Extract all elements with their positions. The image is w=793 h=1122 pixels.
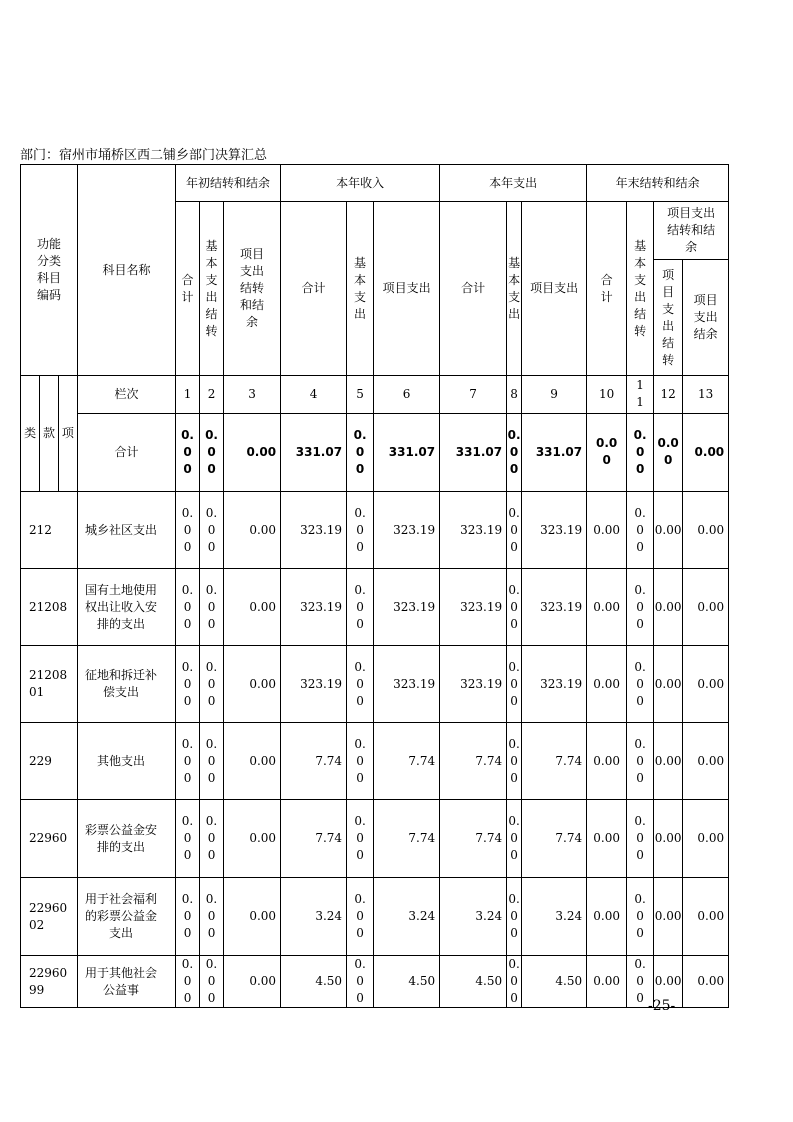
subject-name: 国有土地使用权出让收入安排的支出 [78,569,176,646]
value-text: 0.00 [205,892,218,940]
value-cell-col-3: 0.00 [224,956,281,1008]
column-number-3: 3 [224,376,281,414]
table-row [21,800,729,878]
value-cell-col-12 [654,723,683,800]
value-cell-col-9: 331.07 [522,413,587,491]
value-cell-col-3: 0.00 [224,569,281,646]
value-text: 0.00 [354,582,366,631]
column-number-11: 11 [627,376,654,414]
value-text: 0.00 [354,505,366,554]
value-cell-col-2 [200,569,224,646]
value-cell-col-2 [200,646,224,723]
value-cell-col-13: 0.00 [683,569,729,646]
table-row [21,492,729,569]
value-text: 0.00 [654,831,682,845]
table-row [21,956,729,1008]
value-cell-col-2 [200,723,224,800]
column-number-13: 13 [683,376,729,414]
value-cell-col-10 [587,878,627,956]
value-text: 0.00 [654,599,682,614]
value-cell-col-5 [347,956,374,1008]
header-basic-carry-4: 基本支出结转 [627,202,654,376]
subject-name: 用于社会福利的彩票公益金支出 [78,878,176,956]
value-cell-col-3: 0.00 [224,878,281,956]
value-text: 0.00 [654,676,682,691]
value-cell-col-13: 0.00 [683,956,729,1008]
value-text: 0.00 [508,957,520,1005]
subject-code: 2296099 [21,956,78,1008]
header-total-1: 合计 [176,202,200,376]
value-cell-col-4: 3.24 [281,878,347,956]
value-text: 0.00 [634,814,646,862]
value-cell-col-4: 331.07 [281,413,347,491]
value-cell-col-9: 3.24 [522,878,587,956]
column-number-10: 10 [587,376,627,414]
value-cell-col-4: 7.74 [281,723,347,800]
value-text: 0.00 [354,892,366,940]
header-subgroup-project-end: 项目支出结转和结余 [654,202,729,260]
value-cell-col-3: 0.00 [224,800,281,878]
value-cell-col-1 [176,723,200,800]
value-cell-col-10 [587,569,627,646]
value-text: 0.00 [657,436,679,468]
value-text: 0.00 [354,957,366,1005]
value-cell-col-4: 7.74 [281,800,347,878]
value-cell-col-9: 323.19 [522,646,587,723]
table-row [21,723,729,800]
value-text: 0.00 [595,436,618,468]
value-cell-col-8 [507,492,522,569]
header-basic-3: 基本支出 [507,202,522,376]
subject-name: 其他支出 [78,723,176,800]
value-cell-col-13: 0.00 [683,878,729,956]
value-text: 0.00 [205,814,218,862]
value-text: 0.00 [181,892,194,940]
value-text: 0.00 [354,736,366,785]
value-cell-col-7: 323.19 [440,492,507,569]
value-cell-col-8 [507,800,522,878]
header-name: 科目名称 [78,165,176,376]
value-cell-col-5 [347,646,374,723]
value-text: 0.00 [181,582,194,631]
value-text: 0.00 [508,736,520,785]
value-text: 0.00 [181,736,194,785]
value-cell-col-8 [507,413,522,491]
value-text: 0.00 [634,582,646,631]
column-number-7: 7 [440,376,507,414]
value-cell-col-11 [627,492,654,569]
value-text: 0.00 [354,814,366,862]
value-cell-col-1 [176,878,200,956]
header-total-3: 合计 [440,202,507,376]
value-cell-col-9: 7.74 [522,723,587,800]
header-project-carry-1: 项目支出结转和结余 [224,202,281,376]
value-cell-col-9: 4.50 [522,956,587,1008]
value-cell-col-6: 7.74 [374,800,440,878]
value-text: 0.00 [205,736,218,785]
value-cell-col-13: 0.00 [683,723,729,800]
header-code: 功能分类科目编码 [21,165,78,376]
value-text: 0.00 [593,599,620,614]
value-cell-col-1 [176,413,200,491]
value-cell-col-10 [587,800,627,878]
value-cell-col-7: 331.07 [440,413,507,491]
value-text: 0.00 [181,659,194,708]
subject-code: 2120801 [21,646,78,723]
value-text: 0.00 [593,753,620,768]
value-cell-col-5 [347,413,374,491]
value-cell-col-4: 323.19 [281,646,347,723]
header-project-3: 项目支出 [522,202,587,376]
value-cell-col-5 [347,800,374,878]
value-text: 0.00 [353,427,367,476]
value-cell-col-1 [176,646,200,723]
subject-name: 用于其他社会公益事 [78,956,176,1008]
value-text: 0.00 [205,582,218,631]
value-text: 0.00 [654,522,682,537]
value-cell-col-9: 7.74 [522,800,587,878]
value-cell-col-3: 0.00 [224,723,281,800]
value-cell-col-13: 0.00 [683,646,729,723]
subject-name: 城乡社区支出 [78,492,176,569]
value-text: 0.00 [634,505,646,554]
value-cell-col-1 [176,800,200,878]
value-cell-col-1 [176,492,200,569]
header-project-surplus-4: 项目支出结余 [683,260,729,376]
value-cell-col-4: 323.19 [281,569,347,646]
column-number-1: 1 [176,376,200,414]
header-project-carry-4: 项目支出结转 [654,260,683,376]
value-text: 0.00 [593,909,620,923]
value-text: 0.00 [634,659,646,708]
value-cell-col-10 [587,723,627,800]
column-number-9: 9 [522,376,587,414]
value-cell-col-6: 323.19 [374,569,440,646]
row-label-lanci: 栏次 [78,376,176,414]
value-cell-col-6: 331.07 [374,413,440,491]
header-basic-carry-1: 基本支出结转 [200,202,224,376]
subject-code: 229 [21,723,78,800]
column-number-4: 4 [281,376,347,414]
header-group-begin: 年初结转和结余 [176,165,281,202]
value-cell-col-2 [200,800,224,878]
value-text: 0.00 [654,909,682,923]
table-row [21,646,729,723]
value-cell-col-12 [654,569,683,646]
value-cell-col-2 [200,878,224,956]
value-cell-col-13: 0.00 [683,413,729,491]
value-cell-col-7: 323.19 [440,569,507,646]
value-cell-col-2 [200,413,224,491]
value-cell-col-7: 323.19 [440,646,507,723]
value-cell-col-8 [507,956,522,1008]
value-cell-col-7: 7.74 [440,723,507,800]
header-total-4: 合计 [587,202,627,376]
subject-code: 2296002 [21,878,78,956]
value-cell-col-3: 0.00 [224,413,281,491]
value-cell-col-13: 0.00 [683,800,729,878]
value-cell-col-6: 4.50 [374,956,440,1008]
column-number-5: 5 [347,376,374,414]
value-text: 0.00 [654,974,682,988]
value-cell-col-6: 7.74 [374,723,440,800]
subject-name: 彩票公益金安排的支出 [78,800,176,878]
value-cell-col-4: 323.19 [281,492,347,569]
value-text: 0.00 [634,957,646,1005]
value-text: 0.00 [205,957,218,1005]
value-cell-col-2 [200,956,224,1008]
value-cell-col-13: 0.00 [683,492,729,569]
value-cell-col-11 [627,723,654,800]
header-project-2: 项目支出 [374,202,440,376]
column-number-2: 2 [200,376,224,414]
category-xiang: 项 [61,426,74,440]
value-cell-col-1 [176,569,200,646]
value-cell-col-2 [200,492,224,569]
value-text: 0.00 [593,974,620,988]
value-text: 0.00 [507,427,521,476]
value-text: 0.00 [508,659,520,708]
value-cell-col-1 [176,956,200,1008]
value-cell-col-4: 4.50 [281,956,347,1008]
value-cell-col-9: 323.19 [522,569,587,646]
value-text: 0.00 [508,814,520,862]
value-text: 0.00 [205,659,218,708]
table-row [21,569,729,646]
header-basic-2: 基本支出 [347,202,374,376]
value-cell-col-12 [654,413,683,491]
header-group-expense: 本年支出 [440,165,587,202]
value-cell-col-7: 4.50 [440,956,507,1008]
value-cell-col-11 [627,569,654,646]
value-cell-col-9: 323.19 [522,492,587,569]
value-cell-col-8 [507,723,522,800]
value-cell-col-3: 0.00 [224,492,281,569]
value-cell-col-10 [587,492,627,569]
value-cell-col-5 [347,492,374,569]
value-text: 0.00 [181,957,194,1005]
category-lei: 类 [21,376,40,491]
value-cell-col-6: 323.19 [374,646,440,723]
category-cell [21,376,78,492]
value-cell-col-6: 323.19 [374,492,440,569]
value-cell-col-11 [627,878,654,956]
value-cell-col-5 [347,878,374,956]
value-text: 0.00 [593,522,620,537]
column-number-6: 6 [374,376,440,414]
value-text: 0.00 [181,814,194,862]
final-accounts-table [20,164,729,1008]
value-text: 0.00 [634,892,646,940]
value-cell-col-12 [654,800,683,878]
header-group-end: 年末结转和结余 [587,165,729,202]
value-text: 0.00 [654,753,682,768]
value-text: 0.00 [593,831,620,845]
value-cell-col-7: 7.74 [440,800,507,878]
category-kuan: 款 [40,376,59,491]
table-row [21,878,729,956]
subject-code: 21208 [21,569,78,646]
value-text: 0.00 [633,427,647,476]
value-cell-col-5 [347,569,374,646]
value-cell-col-3: 0.00 [224,646,281,723]
value-text: 0.00 [593,676,620,691]
value-cell-col-8 [507,646,522,723]
value-text: 0.00 [205,505,218,554]
value-text: 0.00 [508,505,520,554]
value-text: 0.00 [354,659,366,708]
value-cell-col-11 [627,646,654,723]
header-total-2: 合计 [281,202,347,376]
column-number-12: 12 [654,376,683,414]
value-cell-col-10 [587,956,627,1008]
value-cell-col-6: 3.24 [374,878,440,956]
value-text: 0.00 [181,505,194,554]
column-number-8: 8 [507,376,522,414]
value-text: 0.00 [181,427,194,476]
value-cell-col-12 [654,492,683,569]
department-title: 部门：宿州市埇桥区西二铺乡部门决算汇总 [20,148,268,163]
total-row-label: 合计 [78,413,176,491]
subject-name: 征地和拆迁补偿支出 [78,646,176,723]
subject-code: 212 [21,492,78,569]
value-cell-col-12 [654,646,683,723]
value-text: 0.00 [634,736,646,785]
header-group-income: 本年收入 [281,165,440,202]
value-text: 0.00 [508,582,520,631]
subject-code: 22960 [21,800,78,878]
value-cell-col-8 [507,569,522,646]
value-text: 0.00 [508,892,520,940]
value-cell-col-11 [627,413,654,491]
value-cell-col-10 [587,646,627,723]
value-cell-col-10 [587,413,627,491]
value-cell-col-5 [347,723,374,800]
value-cell-col-7: 3.24 [440,878,507,956]
value-cell-col-12 [654,878,683,956]
value-text: 0.00 [205,427,218,476]
page-number: -25- [648,998,676,1014]
value-cell-col-11 [627,800,654,878]
value-cell-col-8 [507,878,522,956]
